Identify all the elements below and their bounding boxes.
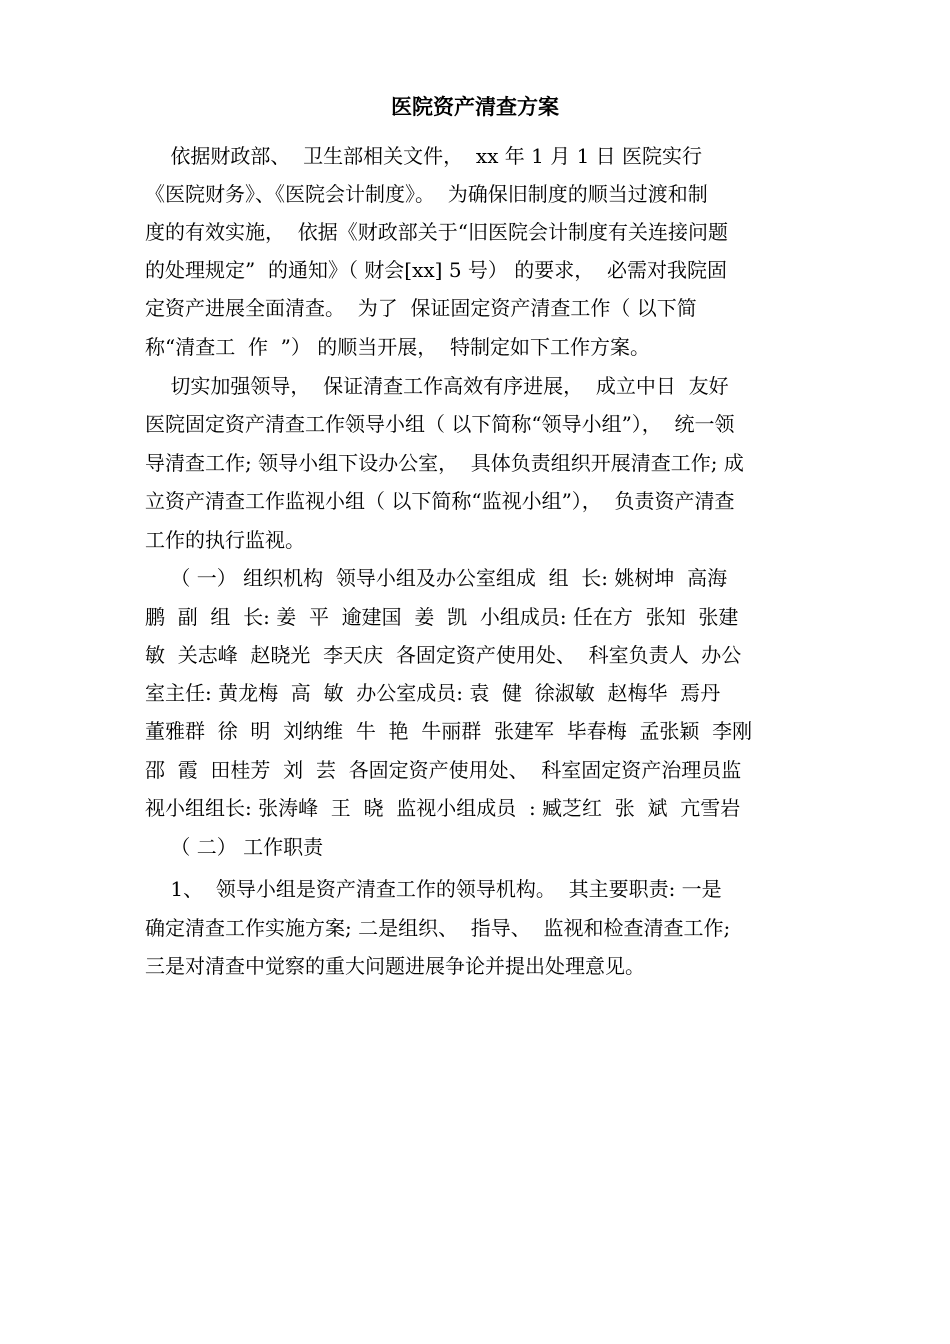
paragraph-line: 敏 关志峰 赵晓光 李天庆 各固定资产使用处、 科室负责人 办公 bbox=[145, 643, 742, 667]
paragraph-line: 1、 领导小组是资产清查工作的领导机构。 其主要职责: 一是 bbox=[145, 877, 722, 901]
paragraph-line: 视小组组长: 张涛峰 王 晓 监视小组成员 : 臧芝红 张 斌 亢雪岩 bbox=[145, 796, 741, 820]
paragraph-line: 邵 霞 田桂芳 刘 芸 各固定资产使用处、 科室固定资产治理员监 bbox=[145, 758, 742, 782]
section-heading: （ 二） 工作职责 bbox=[145, 835, 324, 859]
paragraph-line: 医院固定资产清查工作领导小组（ 以下简称“领导小组”）， 统一领 bbox=[145, 412, 735, 436]
paragraph-line: 鹏 副 组 长: 姜 平 逾建国 姜 凯 小组成员: 任在方 张知 张建 bbox=[145, 605, 739, 629]
paragraph-line: 三是对清查中觉察的重大问题进展争论并提出处理意见。 bbox=[145, 954, 645, 978]
paragraph-line: 工作的执行监视。 bbox=[145, 528, 305, 552]
paragraph-line: 依据财政部、 卫生部相关文件， xx 年 1 月 1 日 医院实行 bbox=[145, 144, 703, 168]
paragraph-line: （ 一） 组织机构 领导小组及办公室组成 组 长: 姚树坤 高海 bbox=[145, 566, 728, 590]
paragraph-line: 确定清查工作实施方案; 二是组织、 指导、 监视和检查清查工作; bbox=[145, 916, 731, 940]
paragraph-line: 导清查工作; 领导小组下设办公室， 具体负责组织开展清查工作; 成 bbox=[145, 451, 744, 475]
paragraph-line: 定资产进展全面清查。 为了 保证固定资产清查工作（ 以下简 bbox=[145, 296, 697, 320]
paragraph-line: 《医院财务》、《医院会计制度》。 为确保旧制度的顺当过渡和制 bbox=[145, 182, 708, 206]
paragraph-line: 的处理规定” 的通知》（ 财会[xx] 5 号） 的要求， 必需对我院固 bbox=[145, 258, 727, 282]
paragraph-line: 称“清查工 作 ”） 的顺当开展， 特制定如下工作方案。 bbox=[145, 335, 650, 359]
paragraph-line: 室主任: 黄龙梅 高 敏 办公室成员: 袁 健 徐淑敏 赵梅华 焉丹 bbox=[145, 681, 721, 705]
paragraph-line: 董雅群 徐 明 刘纳维 牛 艳 牛丽群 张建军 毕春梅 孟张颖 李刚 bbox=[145, 719, 753, 743]
document-title: 医院资产清查方案 bbox=[391, 95, 559, 119]
paragraph-line: 立资产清查工作监视小组（ 以下简称“监视小组”）， 负责资产清查 bbox=[145, 489, 735, 513]
paragraph-line: 度的有效实施， 依据《财政部关于“旧医院会计制度有关连接问题 bbox=[145, 220, 728, 244]
paragraph-line: 切实加强领导， 保证清查工作高效有序进展， 成立中日 友好 bbox=[145, 374, 729, 398]
